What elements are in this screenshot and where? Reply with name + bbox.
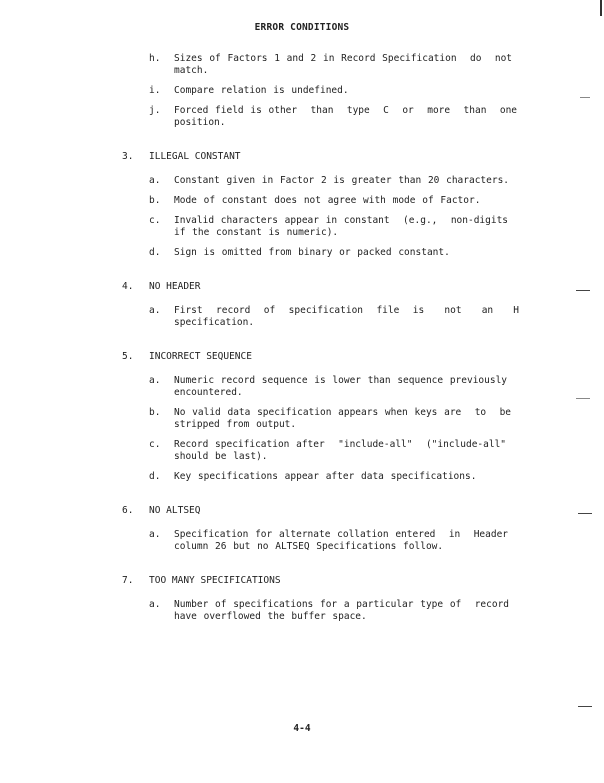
section-header xyxy=(122,505,532,517)
section-item xyxy=(149,247,532,259)
item-letter: d. xyxy=(149,247,161,258)
item-letter: d. xyxy=(149,471,161,482)
section xyxy=(122,505,532,553)
section-item xyxy=(149,305,532,329)
section-item xyxy=(149,599,532,623)
scan-mark xyxy=(580,97,590,98)
page-title: ERROR CONDITIONS xyxy=(254,22,350,33)
continued-item xyxy=(149,85,532,97)
item-text: Compare relation is undefined. xyxy=(174,85,349,96)
document-body xyxy=(122,53,532,645)
section-header xyxy=(122,351,532,363)
item-letter: j. xyxy=(149,105,161,116)
item-text: Key specifications appear after data specifications. xyxy=(174,471,477,482)
section-number: 4. xyxy=(122,281,134,292)
sections-list xyxy=(122,151,532,623)
item-text: Numeric record sequence is lower than sequence previously encountered. xyxy=(174,375,508,398)
scan-mark xyxy=(576,290,590,291)
section-number: 3. xyxy=(122,151,134,162)
item-letter: a. xyxy=(149,529,161,540)
item-text: First record of specification file is not an H specification. xyxy=(174,305,520,328)
section-title: TOO MANY SPECIFICATIONS xyxy=(149,575,281,586)
section-item xyxy=(149,471,532,483)
section-item xyxy=(149,407,532,431)
section-header xyxy=(122,575,532,587)
section-item xyxy=(149,175,532,187)
item-letter: c. xyxy=(149,439,161,450)
item-letter: a. xyxy=(149,175,161,186)
section-item xyxy=(149,195,532,207)
continued-item xyxy=(149,105,532,129)
item-letter: b. xyxy=(149,195,161,206)
section xyxy=(122,575,532,623)
section-title: INCORRECT SEQUENCE xyxy=(149,351,252,362)
item-text: Forced field is other than type C or more than one position. xyxy=(174,105,518,128)
item-text: Record specification after "include-all" ("include-all" should be last). xyxy=(174,439,507,462)
item-text: Specification for alternate collation entered in Header column 26 but no ALTSEQ Specifications follow. xyxy=(174,529,509,552)
section xyxy=(122,151,532,259)
section-header xyxy=(122,151,532,163)
section-item xyxy=(149,375,532,399)
section-item xyxy=(149,529,532,553)
section-item xyxy=(149,215,532,239)
section xyxy=(122,281,532,329)
continued-items xyxy=(122,53,532,129)
section-title: NO ALTSEQ xyxy=(149,505,201,516)
item-text: No valid data specification appears when keys are to be stripped from output. xyxy=(174,407,512,430)
item-text: Mode of constant does not agree with mode of Factor. xyxy=(174,195,481,206)
continued-item xyxy=(149,53,532,77)
section-number: 6. xyxy=(122,505,134,516)
item-text: Constant given in Factor 2 is greater than 20 characters. xyxy=(174,175,510,186)
section-number: 7. xyxy=(122,575,134,586)
item-text: Sizes of Factors 1 and 2 in Record Specification do not match. xyxy=(174,53,513,76)
section-title: NO HEADER xyxy=(149,281,201,292)
scan-mark xyxy=(576,398,590,399)
item-letter: a. xyxy=(149,305,161,316)
scan-mark xyxy=(600,0,602,16)
page-number: 4-4 xyxy=(293,723,311,734)
item-letter: h. xyxy=(149,53,161,64)
section-number: 5. xyxy=(122,351,134,362)
item-text: Sign is omitted from binary or packed constant. xyxy=(174,247,450,258)
section-item xyxy=(149,439,532,463)
scan-mark xyxy=(578,706,592,707)
item-letter: c. xyxy=(149,215,161,226)
item-letter: b. xyxy=(149,407,161,418)
scan-mark xyxy=(578,513,592,514)
section-title: ILLEGAL CONSTANT xyxy=(149,151,241,162)
item-text: Invalid characters appear in constant (e.g., non-digits if the constant is numeric). xyxy=(174,215,509,238)
item-text: Number of specifications for a particular type of record have overflowed the buffer space. xyxy=(174,599,510,622)
item-letter: a. xyxy=(149,599,161,610)
item-letter: i. xyxy=(149,85,161,96)
item-letter: a. xyxy=(149,375,161,386)
section xyxy=(122,351,532,483)
section-header xyxy=(122,281,532,293)
